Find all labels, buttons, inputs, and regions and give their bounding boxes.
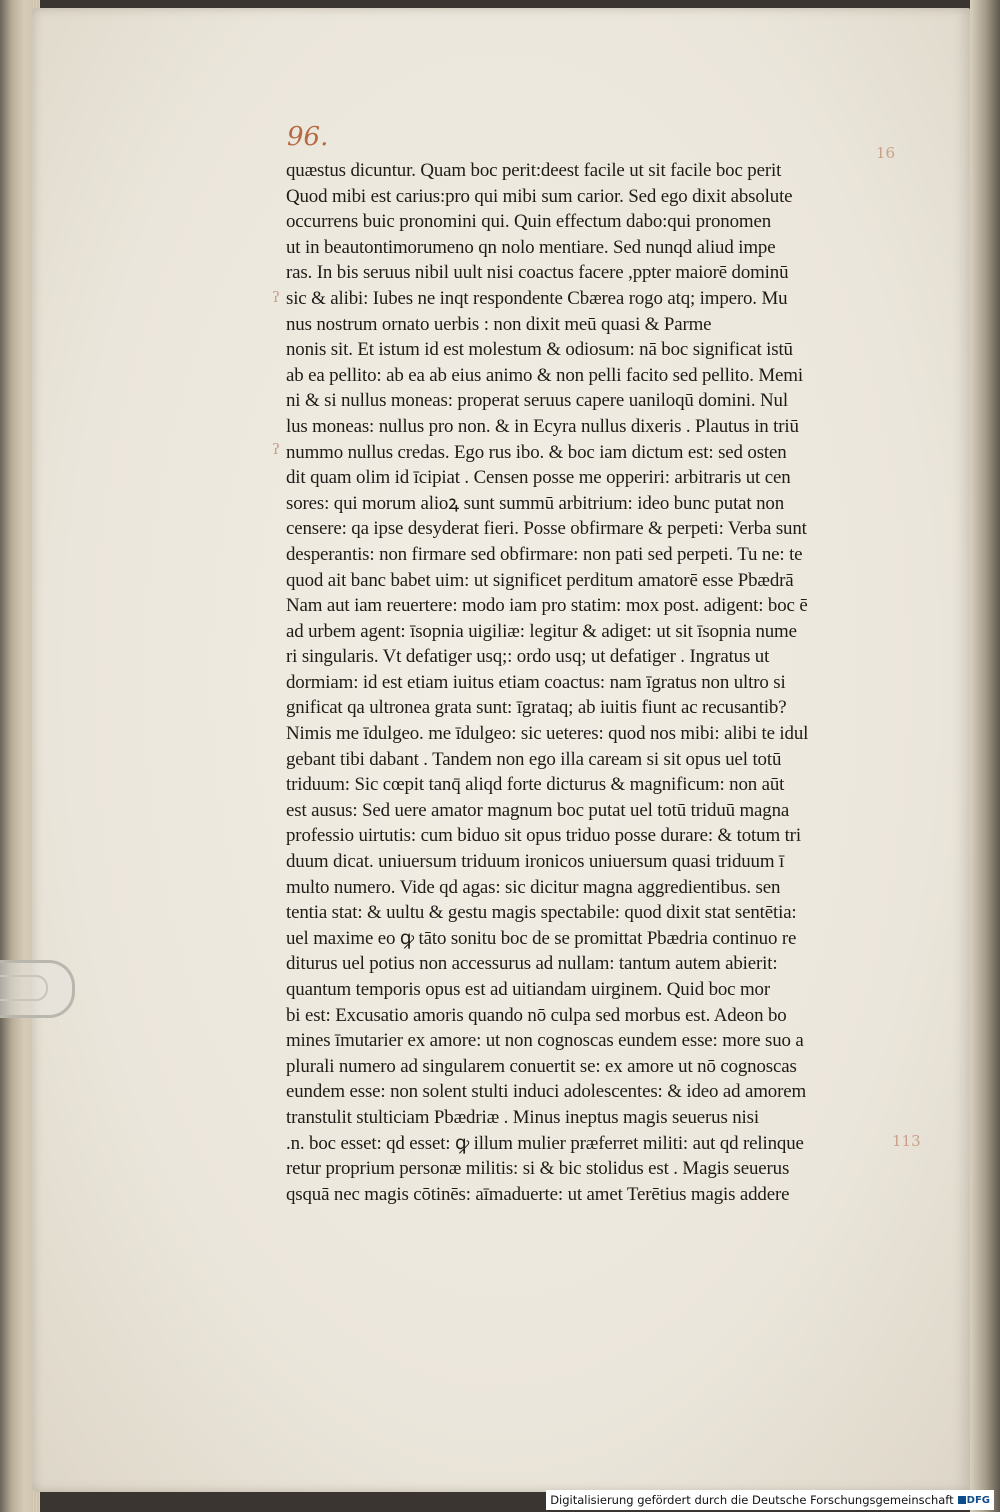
margin-note-bottom: 113 bbox=[892, 1132, 921, 1150]
folio-number: 96. bbox=[287, 122, 329, 152]
dfg-logo bbox=[958, 1495, 990, 1506]
text-line: Nimis me īdulgeo. me īdulgeo: sic ueteres: quod nos mibi: alibi te idul bbox=[286, 723, 809, 745]
text-line: sores: qui morum alioꝝ sunt summū arbitrium: ideo bunc putat non bbox=[286, 492, 785, 514]
text-line: multo numero. Vide qd agas: sic dicitur magna aggredientibus. sen bbox=[286, 876, 781, 898]
text-line: uel maxime eo ꝙ tāto sonitu boc de se promittat Pbædria continuo re bbox=[286, 927, 797, 949]
text-line: nonis sit. Et istum id est molestum & odiosum: nā boc significat istū bbox=[286, 339, 793, 361]
text-line: Nam aut iam reuertere: modo iam pro statim: mox post. adigent: boc ē bbox=[286, 595, 808, 617]
footer-credit: Digitalisierung gefördert durch die Deutsche Forschungsgemeinschaft bbox=[550, 1493, 954, 1507]
text-line: .n. boc esset: qd esset: ꝙ illum mulier præferret militi: aut qd relinque bbox=[286, 1132, 804, 1154]
text-line: triduum: Sic cœpit tanq̄ aliqd forte dicturus & magnificum: non aūt bbox=[286, 774, 785, 796]
text-line: retur proprium personæ militis: si & bic stolidus est . Magis seuerus bbox=[286, 1158, 790, 1180]
margin-mark-left-1: ʔ bbox=[272, 288, 281, 306]
text-line: nus nostrum ornato uerbis : non dixit meū quasi & Parme bbox=[286, 313, 712, 335]
text-block bbox=[286, 158, 886, 1207]
digitization-footer bbox=[546, 1490, 994, 1510]
text-line: professio uirtutis: cum biduo sit opus triduo posse durare: & totum tri bbox=[286, 825, 801, 847]
page-clip bbox=[0, 960, 75, 1018]
text-line: eundem esse: non solent stulti induci adolescentes: & ideo ad amorem bbox=[286, 1081, 807, 1103]
text-line: lus moneas: nullus pro non. & in Ecyra nullus dixeris . Plautus in triū bbox=[286, 415, 799, 437]
text-line: ad urbem agent: īsopnia uigiliæ: legitur & adiget: ut sit īsopnia nume bbox=[286, 620, 797, 642]
text-line: occurrens buic pronomini qui. Quin effectum dabo:qui pronomen bbox=[286, 211, 772, 233]
text-line: desperantis: non firmare sed obfirmare: non pati sed perpeti. Tu ne: te bbox=[286, 543, 803, 565]
text-line: ri singularis. Vt defatiger usq;: ordo usq; ut defatiger . Ingratus ut bbox=[286, 646, 770, 668]
text-line: quæstus dicuntur. Quam boc perit:deest facile ut sit facile boc perit bbox=[286, 160, 782, 181]
text-line: censere: qa ipse desyderat fieri. Posse obfirmare & perpeti: Verba sunt bbox=[286, 518, 807, 540]
dfg-logo-text: DFG bbox=[966, 1494, 990, 1506]
text-line: plurali numero ad singularem conuertit se: ex amore ut nō cognoscas bbox=[286, 1055, 797, 1077]
text-line: sic & alibi: Iubes ne inqt respondente Cbærea rogo atq; impero. Mu bbox=[286, 287, 788, 309]
book-right-edge bbox=[970, 0, 1000, 1512]
text-line: tentia stat: & uultu & gestu magis spectabile: quod dixit stat sentētia: bbox=[286, 902, 797, 924]
text-line: quod ait banc babet uim: ut significet perditum amatorē esse Pbædrā bbox=[286, 569, 794, 591]
text-line: ab ea pellito: ab ea ab eius animo & non pelli facito sed pellito. Memi bbox=[286, 364, 803, 386]
text-line: quantum temporis opus est ad uitiandam uirginem. Quid boc mor bbox=[286, 979, 771, 1000]
text-line: ni & si nullus moneas: properat seruus capere uaniloqū domini. Nul bbox=[286, 390, 788, 412]
text-line: gnificat qa ultronea grata sunt: īgrataq; ab iuitis fiunt ac recusantib? bbox=[286, 697, 787, 719]
text-line: diturus uel potius non accessurus ad nullam: tantum autem abierit: bbox=[286, 953, 778, 975]
text-line: gebant tibi dabant . Tandem non ego illa caream si sit opus uel totū bbox=[286, 748, 782, 770]
text-line: ut in beautontimorumeno qn nolo mentiare. Sed nunqd aliud impe bbox=[286, 236, 776, 258]
text-line: dit quam olim id īcipiat . Censen posse me opperiri: arbitraris ut cen bbox=[286, 467, 791, 489]
margin-mark-left-2: ʔ bbox=[272, 440, 281, 458]
text-line: ras. In bis seruus nibil uult nisi coactus facere ,ppter maiorē dominū bbox=[286, 262, 789, 284]
text-line: transtulit stulticiam Pbædriæ . Minus ineptus magis seuerus nisi bbox=[286, 1106, 759, 1128]
text-line: duum dicat. uniuersum triduum ironicos uniuersum quasi triduum ī bbox=[286, 851, 785, 873]
text-line: mines īmutarier ex amore: ut non cognoscas eundem esse: more suo a bbox=[286, 1030, 804, 1052]
text-line: est ausus: Sed uere amator magnum boc putat uel totū triduū magna bbox=[286, 799, 790, 821]
margin-note-top: 16 bbox=[876, 144, 896, 162]
text-line: qsquā nec magis cōtinēs: aīmaduerte: ut amet Terētius magis addere bbox=[286, 1183, 790, 1205]
text-line: bi est: Excusatio amoris quando nō culpa sed morbus est. Adeon bo bbox=[286, 1004, 787, 1026]
text-line: nummo nullus credas. Ego rus ibo. & boc iam dictum est: sed osten bbox=[286, 441, 787, 463]
text-line: dormiam: id est etiam iuitus etiam coactus: nam īgratus non ultro si bbox=[286, 671, 786, 693]
text-line: Quod mibi est carius:pro qui mibi sum carior. Sed ego dixit absolute bbox=[286, 185, 793, 207]
